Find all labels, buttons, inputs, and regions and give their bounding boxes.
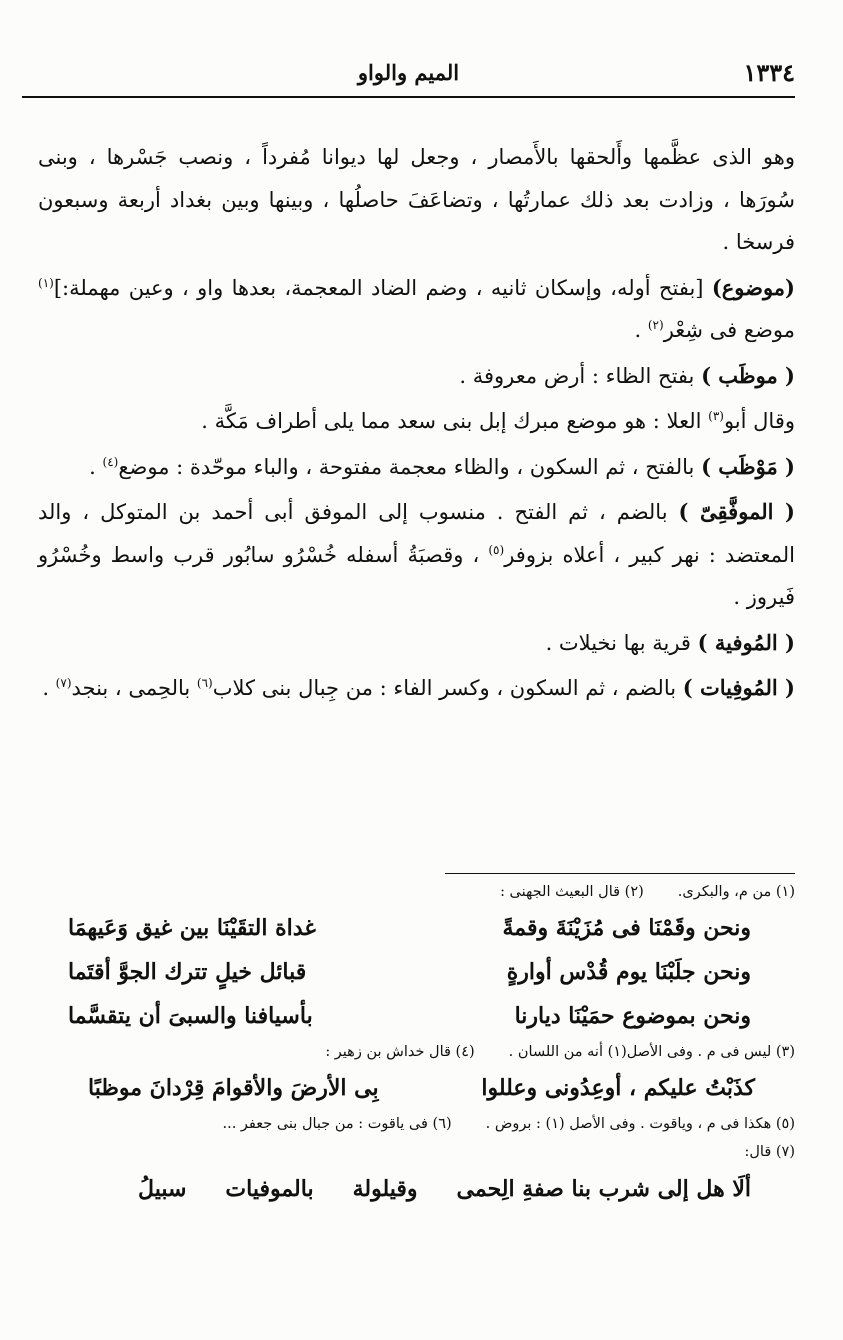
page-header bbox=[22, 52, 795, 98]
entry-headword: ( المُوفية ) bbox=[697, 629, 795, 655]
paragraph-intro: وهو الذى عظَّمها وأَلحقها بالأَمصار ، وجعل لها ديوانا مُفرداً ، ونصب جَسْرها ، وبنى سُورَها ، وزادت بعد ذلك عمارتُها ، وتضاعَفَ حاصلُها ، وبينها وبين بغداد أربعة وسبعون فرسخا . bbox=[38, 145, 795, 254]
footnote-7: (٧) قال: bbox=[744, 1144, 795, 1160]
footnote-ref: (١) bbox=[38, 275, 54, 290]
footnote-line bbox=[38, 878, 795, 906]
verse-segment: بالموفيات bbox=[225, 1176, 314, 1202]
entry-text: ، وقصبَةُ أسفله خُسْرُو سابُور قرب واسط وخُسْرُو فَيروز . bbox=[38, 542, 795, 609]
entry-muwaffaqi bbox=[38, 491, 795, 619]
footnote-2: (٢) قال البعيث الجهنى : bbox=[500, 884, 644, 900]
verse-segment: ألَا هل إلى شرب بنا صفةِ الِحمى bbox=[456, 1176, 751, 1202]
verse-line bbox=[38, 906, 795, 950]
verse-segment: وقيلولة bbox=[352, 1176, 418, 1202]
entry-text: بالضم ، ثم الفتح . منسوب إلى الموفق أبى أحمد بن المتوكل ، والد المعتضد : نهر كبير ، أعلاه بزوفر bbox=[38, 500, 796, 567]
entry-mawdu bbox=[38, 267, 795, 352]
verse-hemistich: بِى الأرضَ والأقوامَ قِرْدانَ موظبًا bbox=[88, 1075, 379, 1101]
entry-headword: (موضوع) bbox=[711, 274, 795, 300]
footnote-line bbox=[38, 1138, 795, 1166]
verse-hemistich: غداة التقَيْنَا بين غيق وَعَيهمَا bbox=[68, 915, 316, 941]
verse-hemistich: قبائل خيلٍ تترك الجوَّ أقتَما bbox=[68, 959, 307, 985]
verse-hemistich: ونحن بموضوع حمَيْنَا ديارنا bbox=[514, 1003, 751, 1029]
entry-text: وقال أبو bbox=[723, 409, 795, 433]
entry-text: بالفتح ، ثم السكون ، والظاء معجمة مفتوحة ، والباء موحّدة : موضع bbox=[118, 454, 702, 479]
verse-segment: سبيلُ bbox=[138, 1176, 187, 1202]
entry-text: قرية بها نخيلات . bbox=[545, 630, 698, 655]
footnote-line bbox=[38, 1110, 795, 1138]
footnote-ref: (٧) bbox=[55, 676, 72, 690]
page-number: ١٣٣٤ bbox=[743, 58, 795, 87]
entry-text: . bbox=[42, 676, 56, 700]
verse-hemistich: بأسيافنا والسبىَ أن يتقسَّما bbox=[68, 1003, 313, 1029]
entry-mufiya bbox=[38, 622, 795, 665]
verse-hemistich: كذَبْتُ عليكم ، أوعِدُونى وعللوا bbox=[481, 1075, 755, 1101]
entry-mawzab bbox=[38, 355, 795, 398]
verse-line bbox=[38, 1166, 795, 1212]
footnote-5: (٥) هكذا فى م ، وياقوت . وفى الأصل (١) : بروض . bbox=[485, 1116, 795, 1132]
entry-quote-abu-al-ala bbox=[38, 400, 795, 443]
entry-headword: ( مَوْظَب ) bbox=[701, 453, 795, 479]
entry-text: . bbox=[89, 454, 103, 479]
entry-text: موضع فى شِعْر bbox=[663, 318, 795, 342]
entry-text: [بفتح أوله، وإسكان ثانيه ، وضم الضاد المعجمة، بعدها واو ، وعين مهملة:] bbox=[53, 275, 712, 300]
footnote-ref: (٦) bbox=[196, 676, 213, 690]
entry-text: بالحِمى ، بنجد bbox=[71, 676, 197, 700]
entry-mufiyat bbox=[38, 667, 795, 710]
verse-line bbox=[38, 950, 795, 994]
footnote-ref: (٥) bbox=[488, 542, 505, 557]
entry-headword: ( موظَب ) bbox=[701, 362, 795, 388]
entry-text: العلا : هو موضع مبرك إبل بنى سعد مما يلى أطراف مَكَّة . bbox=[201, 409, 709, 433]
footnote-line bbox=[38, 1038, 795, 1066]
entry-headword: ( المُوفِيات ) bbox=[682, 675, 795, 700]
footnote-ref: (٤) bbox=[102, 454, 119, 469]
entry-text: بفتح الظاء : أرض معروفة . bbox=[459, 363, 702, 388]
entry-headword: ( الموفَّقِىّ ) bbox=[678, 499, 795, 524]
entry-text: بالضم ، ثم السكون ، وكسر الفاء : من جِبال بنى كلاب bbox=[212, 676, 683, 700]
footnote-ref: (٣) bbox=[708, 409, 724, 423]
verse-hemistich: ونحن جلَبْنَا يوم قُدْس أوارةٍ bbox=[506, 959, 751, 985]
footnote-6: (٦) فى ياقوت : من جبال بنى جعفر ... bbox=[222, 1116, 452, 1132]
footnote-4: (٤) قال خداش بن زهير : bbox=[325, 1044, 475, 1060]
footnote-divider bbox=[445, 873, 795, 874]
footnotes bbox=[38, 878, 795, 1212]
verse-line bbox=[38, 1066, 795, 1110]
footnote-3: (٣) ليس فى م . وفى الأصل(١) أنه من اللسان . bbox=[508, 1044, 795, 1060]
verse-hemistich: ونحن وقَمْنَا فى مُزَيْنَةَ وقمةً bbox=[502, 915, 751, 941]
footnote-1: (١) من م، والبكرى. bbox=[677, 884, 795, 900]
running-title: الميم والواو bbox=[357, 60, 460, 85]
footnote-ref: (٢) bbox=[647, 318, 664, 332]
main-text bbox=[38, 136, 795, 713]
verse-line bbox=[38, 994, 795, 1038]
entry-text: . bbox=[634, 318, 648, 342]
entry-mawzab-2 bbox=[38, 446, 795, 489]
